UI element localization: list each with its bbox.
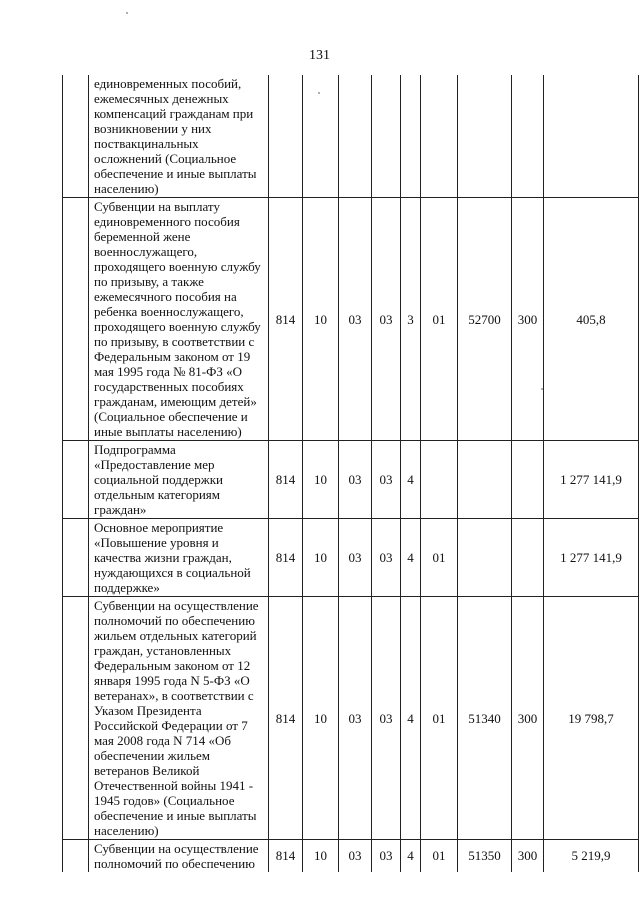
target-article-subprogram-cell: 3 <box>401 198 421 441</box>
grbs-cell: 814 <box>269 519 303 597</box>
target-article-subprogram-cell: 4 <box>401 597 421 840</box>
budget-table <box>62 75 639 872</box>
target-article-program-cell: 03 <box>372 198 401 441</box>
target-article-measure-cell: 01 <box>421 597 458 840</box>
target-article-measure-cell <box>421 441 458 519</box>
target-article-direction-cell <box>458 75 512 198</box>
expense-type-cell: 300 <box>512 597 544 840</box>
description-cell: Подпрограмма «Предоставление мер социальной поддержки отдельным категориям граждан» <box>89 441 269 519</box>
amount-cell: 19 798,7 <box>544 597 639 840</box>
expense-type-cell: 300 <box>512 840 544 873</box>
target-article-subprogram-cell: 4 <box>401 441 421 519</box>
grbs-cell: 814 <box>269 840 303 873</box>
expense-type-cell: 300 <box>512 198 544 441</box>
table-row <box>63 519 639 597</box>
grbs-cell: 814 <box>269 198 303 441</box>
expense-type-cell <box>512 441 544 519</box>
subsection-cell: 03 <box>339 840 372 873</box>
row-index-cell <box>63 441 89 519</box>
section-cell: 10 <box>303 519 339 597</box>
subsection-cell <box>339 75 372 198</box>
target-article-direction-cell: 51350 <box>458 840 512 873</box>
grbs-cell: 814 <box>269 441 303 519</box>
table-row <box>63 75 639 198</box>
amount-cell: 5 219,9 <box>544 840 639 873</box>
target-article-direction-cell: 51340 <box>458 597 512 840</box>
grbs-cell: 814 <box>269 597 303 840</box>
target-article-subprogram-cell: 4 <box>401 519 421 597</box>
section-cell: 10 <box>303 597 339 840</box>
target-article-measure-cell: 01 <box>421 198 458 441</box>
target-article-subprogram-cell: 4 <box>401 840 421 873</box>
section-cell: 10 <box>303 441 339 519</box>
expense-type-cell <box>512 519 544 597</box>
description-cell: Субвенции на осуществление полномочий по обеспечению жильем отдельных категорий граждан, установленных Федеральным законом от 12 января 1995 года N 5-ФЗ «О ветеранах», в соответствии с Указом Президента Российской Федерации от 7 мая 2008 года N 714 «Об обеспечении жильем ветеранов Великой Отечественной войны 1941 - 1945 годов» (Социальное обеспечение и иные выплаты населению) <box>89 597 269 840</box>
amount-cell: 405,8 <box>544 198 639 441</box>
row-index-cell <box>63 840 89 873</box>
subsection-cell: 03 <box>339 519 372 597</box>
target-article-direction-cell: 52700 <box>458 198 512 441</box>
amount-cell <box>544 75 639 198</box>
section-cell: 10 <box>303 198 339 441</box>
target-article-subprogram-cell <box>401 75 421 198</box>
amount-cell: 1 277 141,9 <box>544 441 639 519</box>
description-cell: Субвенции на выплату единовременного пособия беременной жене военнослужащего, проходящего военную службу по призыву, а также ежемесячного пособия на ребенка военнослужащего, проходящего военную службу по призыву, в соответствии с Федеральным законом от 19 мая 1995 года № 81-ФЗ «О государственных пособиях гражданам, имеющим детей» (Социальное обеспечение и иные выплаты населению) <box>89 198 269 441</box>
expense-type-cell <box>512 75 544 198</box>
section-cell: 10 <box>303 840 339 873</box>
target-article-program-cell: 03 <box>372 441 401 519</box>
table-row <box>63 198 639 441</box>
subsection-cell: 03 <box>339 198 372 441</box>
amount-cell: 1 277 141,9 <box>544 519 639 597</box>
target-article-program-cell: 03 <box>372 519 401 597</box>
description-cell: Субвенции на осуществление полномочий по обеспечению <box>89 840 269 873</box>
description-cell: Основное мероприятие «Повышение уровня и качества жизни граждан, нуждающихся в социальной поддержке» <box>89 519 269 597</box>
row-index-cell <box>63 75 89 198</box>
target-article-measure-cell <box>421 75 458 198</box>
subsection-cell: 03 <box>339 597 372 840</box>
target-article-program-cell: 03 <box>372 597 401 840</box>
row-index-cell <box>63 519 89 597</box>
target-article-program-cell <box>372 75 401 198</box>
row-index-cell <box>63 198 89 441</box>
description-cell: единовременных пособий, ежемесячных денежных компенсаций гражданам при возникновении у них поствакцинальных осложнений (Социальное обеспечение и иные выплаты населению) <box>89 75 269 198</box>
scan-speck <box>126 12 128 14</box>
section-cell <box>303 75 339 198</box>
grbs-cell <box>269 75 303 198</box>
target-article-direction-cell <box>458 441 512 519</box>
target-article-measure-cell: 01 <box>421 519 458 597</box>
table-row <box>63 597 639 840</box>
target-article-measure-cell: 01 <box>421 840 458 873</box>
page-number: 131 <box>309 48 330 63</box>
target-article-program-cell: 03 <box>372 840 401 873</box>
table-row <box>63 840 639 873</box>
table-row <box>63 441 639 519</box>
row-index-cell <box>63 597 89 840</box>
target-article-direction-cell <box>458 519 512 597</box>
subsection-cell: 03 <box>339 441 372 519</box>
